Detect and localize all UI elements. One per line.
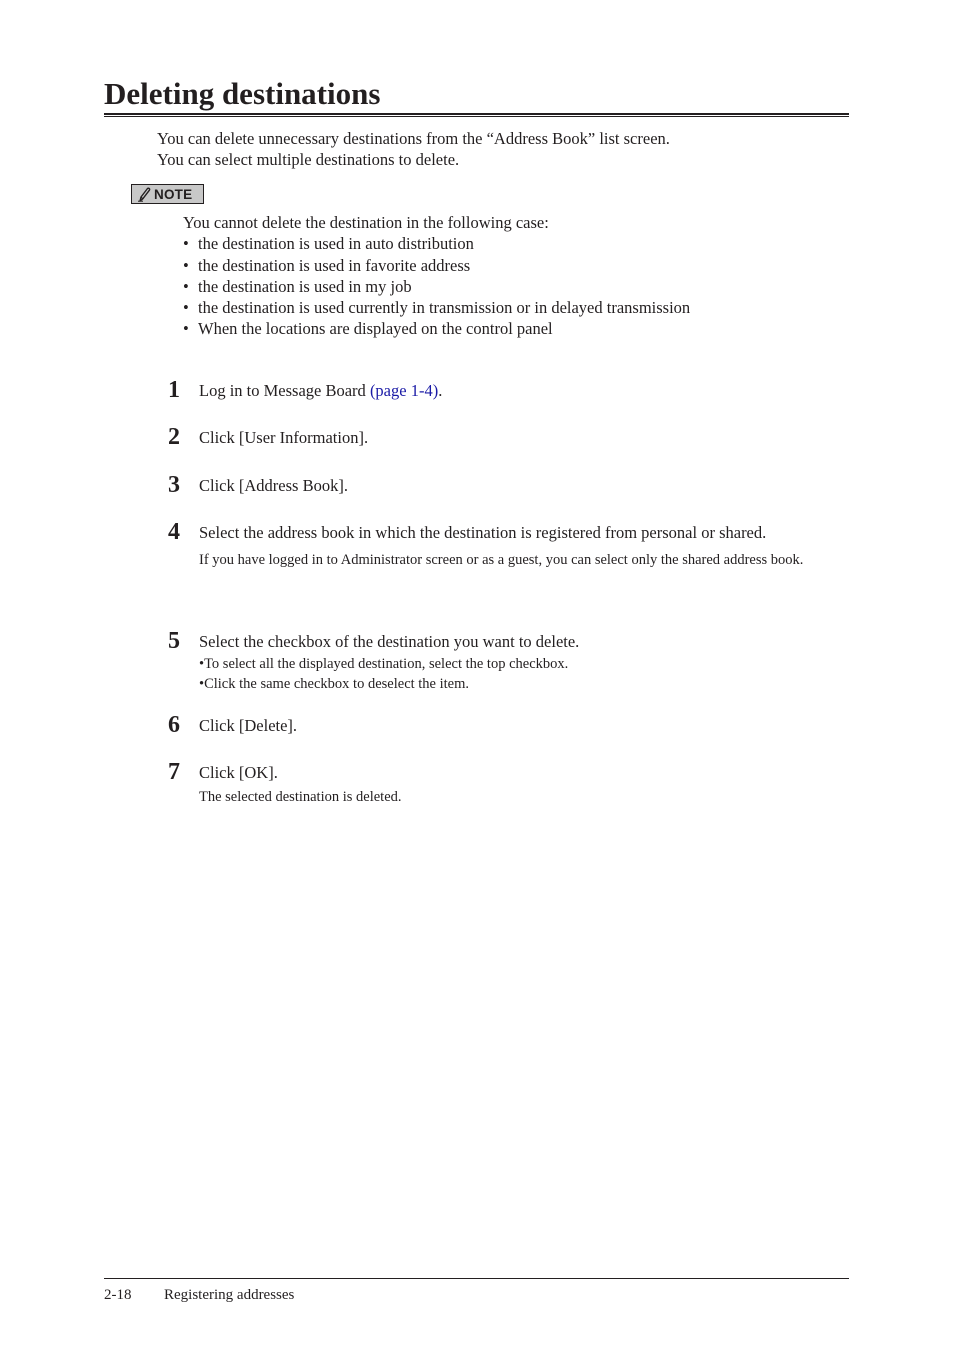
note-body bbox=[183, 212, 690, 340]
intro-line: You can delete unnecessary destinations from the “Address Book” list screen. bbox=[157, 129, 670, 148]
list-item-text: the destination is used in my job bbox=[198, 276, 412, 296]
pencil-icon bbox=[137, 187, 151, 202]
list-item bbox=[183, 233, 690, 254]
list-item-text: the destination is used in auto distribution bbox=[198, 234, 474, 254]
bullet: • bbox=[183, 276, 189, 296]
step-1 bbox=[168, 379, 848, 403]
step-number: 4 bbox=[168, 519, 180, 545]
step-text: Click [User Information]. bbox=[199, 428, 369, 447]
step-number: 5 bbox=[168, 628, 180, 654]
step-text-lead: Log in to Message Board bbox=[199, 381, 370, 400]
list-item-text: To select all the displayed destination, select the top checkbox. bbox=[204, 656, 569, 672]
step-text-end: . bbox=[438, 381, 443, 400]
list-item-text: When the locations are displayed on the control panel bbox=[198, 319, 553, 339]
intro-text bbox=[157, 128, 670, 170]
step-text: Click [Address Book]. bbox=[199, 476, 348, 495]
bullet: • bbox=[199, 675, 205, 692]
note-lead: You cannot delete the destination in the following case: bbox=[183, 213, 549, 232]
step-number: 6 bbox=[168, 712, 180, 738]
note-label: NOTE bbox=[154, 186, 193, 202]
step-number: 1 bbox=[168, 377, 180, 403]
list-item-text: the destination is used in favorite address bbox=[198, 255, 471, 275]
list-item bbox=[183, 276, 690, 297]
step-detail-list bbox=[199, 655, 848, 694]
list-item bbox=[199, 675, 848, 695]
step-number: 3 bbox=[168, 472, 180, 498]
page-number: 2-18 bbox=[104, 1287, 132, 1303]
step-4 bbox=[168, 521, 848, 570]
note-badge bbox=[131, 184, 204, 204]
bullet: • bbox=[199, 656, 205, 672]
step-number: 7 bbox=[168, 759, 180, 785]
step-7 bbox=[168, 761, 848, 807]
note-list bbox=[183, 233, 690, 339]
footer-rule bbox=[104, 1278, 849, 1279]
step-2 bbox=[168, 426, 848, 450]
bullet: • bbox=[183, 319, 189, 339]
bullet: • bbox=[183, 234, 189, 254]
bullet: • bbox=[183, 255, 189, 275]
step-text bbox=[199, 379, 848, 403]
list-item bbox=[183, 318, 690, 339]
intro-line: You can select multiple destinations to delete. bbox=[157, 150, 460, 169]
footer bbox=[104, 1285, 294, 1305]
step-text: Click [OK]. bbox=[199, 763, 278, 782]
list-item-text: Click the same checkbox to deselect the item. bbox=[204, 675, 470, 692]
step-text: Click [Delete]. bbox=[199, 716, 298, 735]
step-6 bbox=[168, 714, 848, 738]
page-title: Deleting destinations bbox=[104, 76, 381, 111]
step-3 bbox=[168, 474, 848, 498]
footer-section: Registering addresses bbox=[164, 1287, 295, 1303]
step-text: Select the checkbox of the destination you want to delete. bbox=[199, 632, 580, 651]
step-number: 2 bbox=[168, 424, 180, 450]
list-item bbox=[199, 655, 848, 675]
step-text: Select the address book in which the destination is registered from personal or shared. bbox=[199, 523, 767, 542]
step-detail: If you have logged in to Administrator screen or as a guest, you can select only the shared address book. bbox=[199, 552, 804, 568]
step-detail: The selected destination is deleted. bbox=[199, 789, 402, 805]
list-item bbox=[183, 255, 690, 276]
page-link[interactable]: (page 1-4) bbox=[369, 381, 439, 400]
step-5 bbox=[168, 630, 848, 709]
bullet: • bbox=[183, 298, 189, 318]
list-item bbox=[183, 297, 690, 318]
list-item-text: the destination is used currently in transmission or in delayed transmission bbox=[198, 298, 691, 318]
title-underline bbox=[104, 113, 849, 117]
